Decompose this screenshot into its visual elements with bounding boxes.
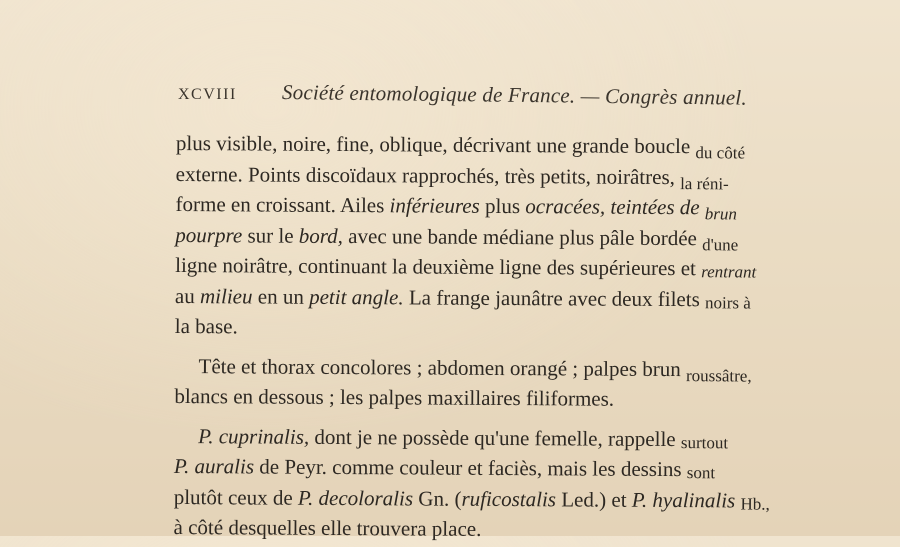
text-line: externe. Points discoïdaux rapprochés, très petits, noirâtres, la réni- <box>175 161 729 193</box>
text-line: Tête et thorax concolores ; abdomen orangé ; palpes brun roussâtre, <box>198 353 752 386</box>
text-line: plutôt ceux de P. decoloralis Gn. (ruficostalis Led.) et P. hyalinalis Hb., <box>173 484 770 514</box>
text-line: P. auralis de Peyr. comme couleur et faciès, mais les dessins sont <box>173 453 716 483</box>
text-line: pourpre sur le bord, avec une bande médiane plus pâle bordée d'une <box>175 222 739 254</box>
text-line: au milieu en un petit angle. La frange jaunâtre avec deux filets noirs à <box>174 283 751 313</box>
text-line: blancs en dessous ; les palpes maxillaires filiformes. <box>174 383 615 411</box>
text-line: à côté desquelles elle trouvera place. <box>173 514 482 541</box>
text-line: forme en croissant. Ailes inférieures plus ocracées, teintées de brun <box>175 191 738 224</box>
body-text <box>173 128 896 547</box>
text-line: ligne noirâtre, continuant la deuxième ligne des supérieures et rentrant <box>175 252 757 282</box>
running-title: Société entomologique de France. — Congrès annuel. <box>281 80 748 110</box>
page-header <box>178 80 878 110</box>
text-line: plus visible, noire, fine, oblique, décrivant une grande boucle du côté <box>175 130 746 163</box>
text-line: P. cuprinalis, dont je ne possède qu'une femelle, rappelle surtout <box>198 423 729 452</box>
page-number: XCVIII <box>178 86 237 103</box>
text-line: la base. <box>174 313 238 339</box>
